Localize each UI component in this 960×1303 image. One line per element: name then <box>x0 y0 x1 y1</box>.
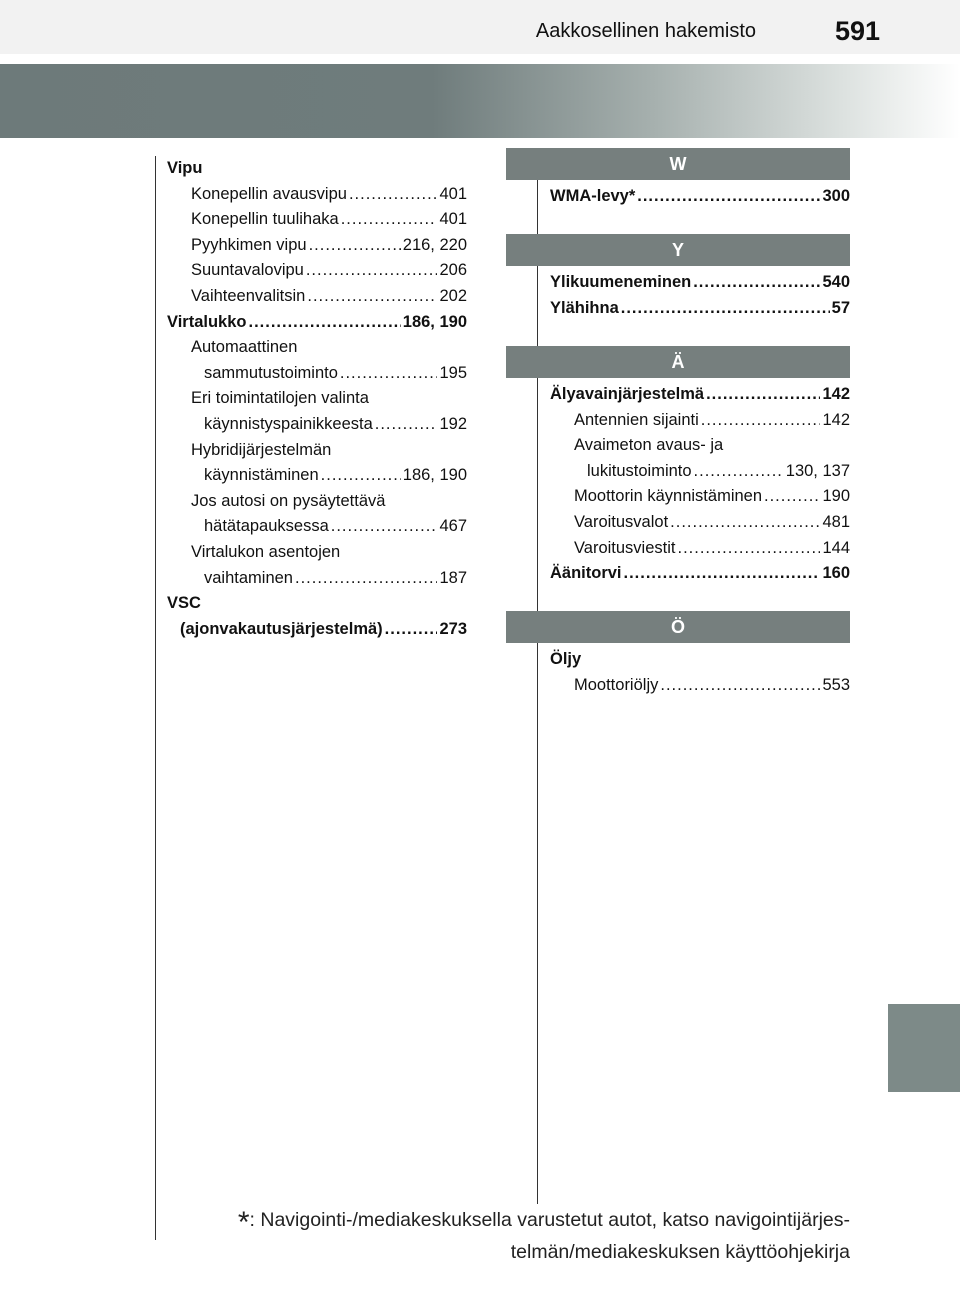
index-entry: Antennien sijainti ..... 142 <box>550 408 850 434</box>
index-entry: Konepellin tuulihaka ..... 401 <box>167 207 467 233</box>
index-entry: Ylikuumeneminen ..... 540 <box>550 270 850 296</box>
index-entry: lukitustoiminto ..... 130, 137 <box>550 459 850 485</box>
top-bar <box>0 0 960 54</box>
index-entry: Älyavainjärjestelmä ..... 142 <box>550 382 850 408</box>
page-number: 591 <box>834 16 880 46</box>
index-entry: Eri toimintatilojen valinta <box>191 389 369 408</box>
index-entry: Vaihteenvalitsin ..... 202 <box>167 284 467 310</box>
decorative-header-band <box>0 64 960 138</box>
index-entry: Moottoriöljy ..... 553 <box>550 673 850 699</box>
section-w-entries <box>550 184 850 210</box>
index-entry: Virtalukon asentojen <box>191 542 341 561</box>
index-entry: Avaimeton avaus- ja <box>574 436 724 455</box>
index-entry: vaihtaminen ..... 187 <box>167 566 467 592</box>
index-entry: Varoitusviestit ..... 144 <box>550 536 850 562</box>
left-margin-rule <box>155 156 156 1240</box>
index-entry: hätätapauksessa ..... 467 <box>167 514 467 540</box>
index-entry: käynnistäminen ..... 186, 190 <box>167 463 467 489</box>
footnote-line-1: *: Navigointi-/mediakeskuksella varustetut autot, katso navigointijärjes- <box>237 1206 850 1239</box>
index-entry: sammutustoiminto ..... 195 <box>167 361 467 387</box>
column-divider <box>537 156 538 1204</box>
index-entry: Hybridijärjestelmän <box>191 440 332 459</box>
index-entry: Suuntavalovipu ..... 206 <box>167 258 467 284</box>
running-header-title: Aakkosellinen hakemisto <box>535 20 756 42</box>
index-entry: Äänitorvi ..... 160 <box>550 561 850 587</box>
index-entry: Varoitusvalot ..... 481 <box>550 510 850 536</box>
index-entry: (ajonvakautusjärjestelmä) ..... 273 <box>167 617 467 643</box>
footnote-line-2: telmän/mediakeskuksen käyttöohjekirja <box>510 1241 850 1263</box>
section-header-w: W <box>506 148 850 180</box>
section-ae-entries <box>550 382 850 587</box>
footnote <box>238 1204 850 1268</box>
section-header-y: Y <box>506 234 850 266</box>
index-column-left <box>167 156 467 642</box>
index-entry: Öljy <box>550 650 582 668</box>
section-oe-entries <box>550 647 850 698</box>
index-entry: VSC <box>167 594 201 613</box>
index-entry: Jos autosi on pysäytettävä <box>191 491 386 510</box>
index-entry: käynnistyspainikkeesta ..... 192 <box>167 412 467 438</box>
index-side-tab <box>888 1004 960 1092</box>
index-entry: Automaattinen <box>191 338 298 357</box>
index-entry: Ylähihna ..... 57 <box>550 296 850 322</box>
footnote-marker: * <box>237 1206 250 1239</box>
index-entry: Konepellin avausvipu ..... 401 <box>167 182 467 208</box>
section-y-entries <box>550 270 850 321</box>
index-entry: Virtalukko ..... 186, 190 <box>167 310 467 336</box>
section-header-ae: Ä <box>506 346 850 378</box>
index-entry: Pyyhkimen vipu ..... 216, 220 <box>167 233 467 259</box>
index-entry: WMA-levy* ..... 300 <box>550 184 850 210</box>
section-header-oe: Ö <box>506 611 850 643</box>
index-entry: Moottorin käynnistäminen ..... 190 <box>550 484 850 510</box>
index-entry: Vipu <box>167 159 203 177</box>
